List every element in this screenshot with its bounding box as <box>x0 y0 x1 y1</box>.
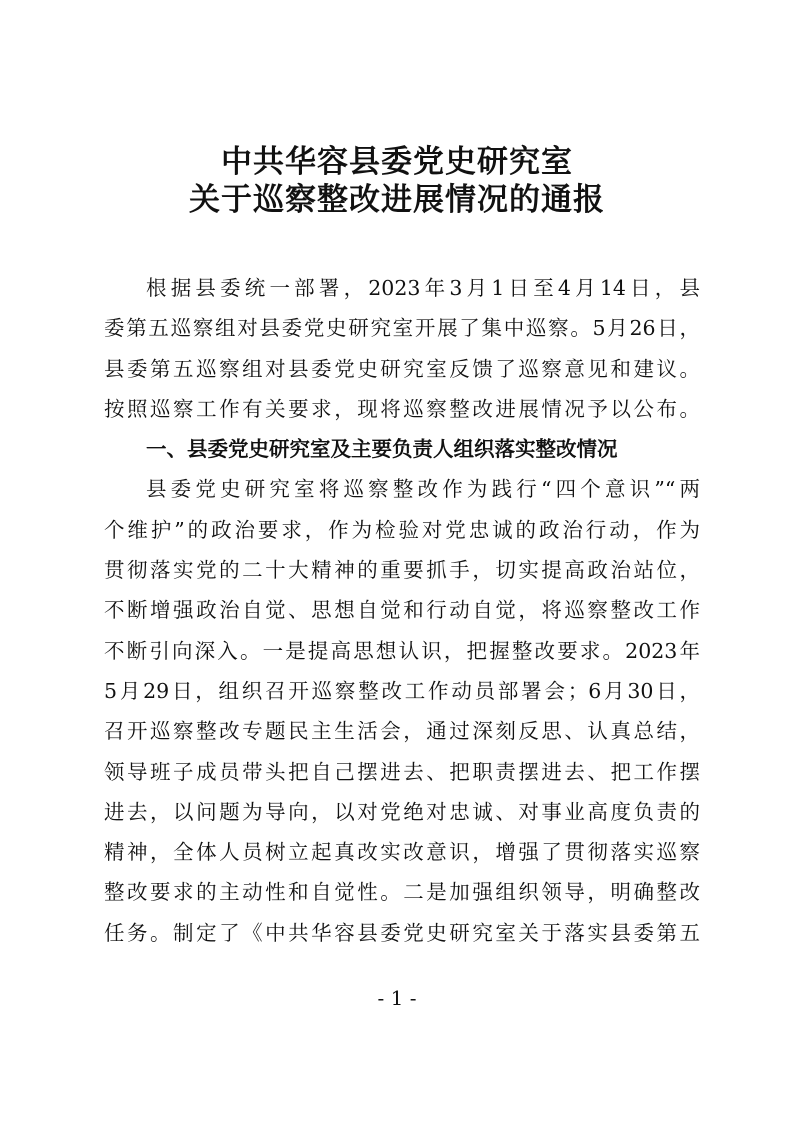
paragraph-line: 按照巡察工作有关要求，现将巡察整改进展情况予以公布。 <box>104 396 700 421</box>
paragraph-line: 任务。制定了《中共华容县委党史研究室关于落实县委第五 <box>104 920 700 945</box>
paragraph-line: 5月29日，组织召开巡察整改工作动员部署会；6月30日， <box>104 678 700 703</box>
paragraph-line: 根据县委统一部署，2023年3月1日至4月14日，县 <box>146 276 700 300</box>
document-body <box>104 268 700 953</box>
paragraph-line: 县委第五巡察组对县委党史研究室反馈了巡察意见和建议。 <box>104 356 700 381</box>
paragraph-line: 不断引向深入。一是提高思想认识，把握整改要求。2023年 <box>104 638 700 663</box>
document-title-line-2: 关于巡察整改进展情况的通报 <box>189 182 605 218</box>
paragraph-line: 精神，全体人员树立起真改实改意识，增强了贯彻落实巡察 <box>104 840 700 865</box>
paragraph-line: 个维护”的政治要求，作为检验对党忠诚的政治行动，作为 <box>104 517 700 542</box>
document-title-line-1: 中共华容县委党史研究室 <box>221 144 573 180</box>
paragraph-line: 进去，以问题为导向，以对党绝对忠诚、对事业高度负责的 <box>104 799 700 824</box>
page-number: - 1 - <box>377 986 417 1010</box>
paragraph-line: 不断增强政治自觉、思想自觉和行动自觉，将巡察整改工作 <box>104 598 700 623</box>
paragraph-line: 领导班子成员带头把自己摆进去、把职责摆进去、把工作摆 <box>104 759 700 784</box>
paragraph-line: 县委党史研究室将巡察整改作为践行“四个意识”“两 <box>146 477 700 502</box>
paragraph-line: 贯彻落实党的二十大精神的重要抓手，切实提高政治站位， <box>104 558 700 583</box>
section-heading: 一、县委党史研究室及主要负责人组织落实整改情况 <box>146 437 618 462</box>
paragraph-line: 整改要求的主动性和自觉性。二是加强组织领导，明确整改 <box>104 880 700 905</box>
paragraph-line: 召开巡察整改专题民主生活会，通过深刻反思、认真总结， <box>104 719 700 744</box>
paragraph-line: 委第五巡察组对县委党史研究室开展了集中巡察。5月26日， <box>104 316 700 341</box>
